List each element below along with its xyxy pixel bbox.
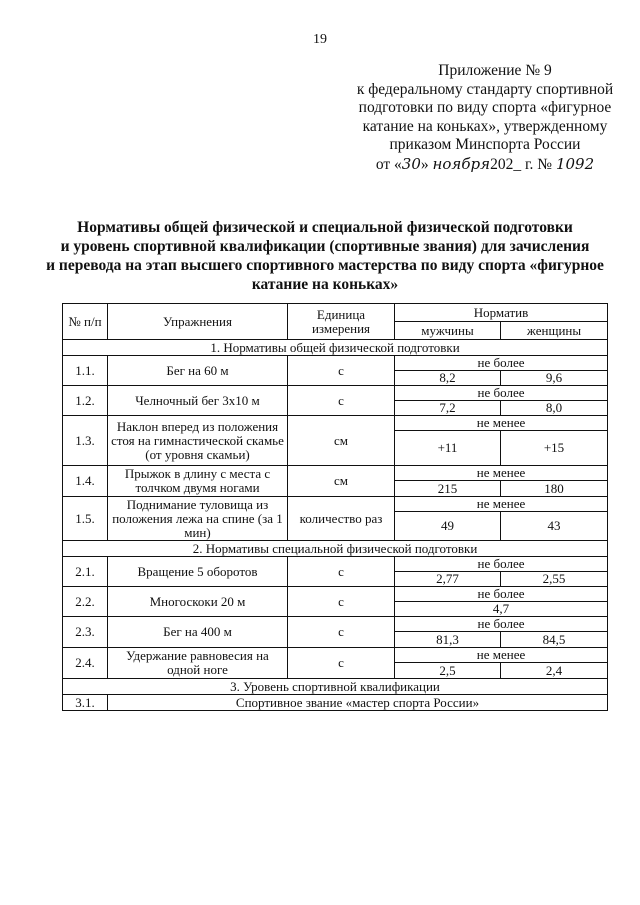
value-women: 2,55 bbox=[501, 572, 608, 587]
row-num: 1.2. bbox=[63, 386, 108, 416]
row-condition: не более bbox=[395, 386, 608, 401]
table-row bbox=[63, 648, 608, 663]
table-row bbox=[63, 497, 608, 512]
value-men: 2,77 bbox=[395, 572, 501, 587]
row-num: 1.3. bbox=[63, 416, 108, 466]
header-norm: Норматив bbox=[395, 304, 608, 322]
table-row bbox=[63, 416, 608, 431]
header-num: № п/п bbox=[63, 304, 108, 340]
table-row bbox=[63, 695, 608, 711]
date-mid: » bbox=[420, 155, 429, 173]
value-both: 4,7 bbox=[395, 602, 608, 617]
date-year: 202_ bbox=[490, 155, 522, 173]
header-men: мужчины bbox=[395, 322, 501, 340]
date-day: 30 bbox=[401, 154, 421, 173]
appendix-title: Приложение № 9 bbox=[438, 62, 552, 79]
row-unit: с bbox=[288, 648, 395, 679]
value-men: 2,5 bbox=[395, 663, 501, 679]
section-row bbox=[63, 541, 608, 557]
document-title bbox=[40, 218, 610, 294]
title-line: катание на коньках» bbox=[251, 276, 399, 293]
row-exercise: Бег на 400 м bbox=[108, 617, 288, 648]
row-unit: с bbox=[288, 386, 395, 416]
value-men: 7,2 bbox=[395, 401, 501, 416]
table-row bbox=[63, 587, 608, 602]
appendix-line: катание на коньках», утвержденному bbox=[362, 117, 608, 135]
row-condition: не более bbox=[395, 587, 608, 602]
appendix-line: к федеральному стандарту спортивной bbox=[356, 80, 614, 98]
row-exercise: Поднимание туловища из положения лежа на спине (за 1 мин) bbox=[108, 497, 288, 541]
row-exercise: Прыжок в длину с места с толчком двумя ногами bbox=[108, 466, 288, 497]
section-title: 1. Нормативы общей физической подготовки bbox=[63, 340, 608, 356]
order-number: 1092 bbox=[555, 154, 595, 173]
appendix-line: приказом Минспорта России bbox=[389, 136, 581, 154]
date-prefix: от « bbox=[375, 155, 402, 173]
header-women: женщины bbox=[501, 322, 608, 340]
table-header-row bbox=[63, 304, 608, 322]
title-line: Нормативы общей физической и специальной физической подготовки bbox=[77, 219, 573, 236]
section-title: 2. Нормативы специальной физической подготовки bbox=[63, 541, 608, 557]
value-men: 81,3 bbox=[395, 632, 501, 648]
value-men: +11 bbox=[395, 431, 501, 466]
value-men: 8,2 bbox=[395, 371, 501, 386]
table-row bbox=[63, 557, 608, 572]
row-unit: с bbox=[288, 587, 395, 617]
row-exercise: Челночный бег 3х10 м bbox=[108, 386, 288, 416]
value-women: 180 bbox=[501, 481, 608, 497]
norms-table bbox=[62, 303, 608, 711]
row-num: 2.1. bbox=[63, 557, 108, 587]
value-women: 2,4 bbox=[501, 663, 608, 679]
row-exercise: Бег на 60 м bbox=[108, 356, 288, 386]
value-men: 215 bbox=[395, 481, 501, 497]
appendix-date bbox=[340, 155, 630, 175]
row-exercise: Наклон вперед из положения стоя на гимнастической скамье (от уровня скамьи) bbox=[108, 416, 288, 466]
appendix-line: подготовки по виду спорта «фигурное bbox=[358, 99, 612, 117]
value-women: 43 bbox=[501, 512, 608, 541]
value-women: 9,6 bbox=[501, 371, 608, 386]
row-exercise: Удержание равновесия на одной ноге bbox=[108, 648, 288, 679]
section-row bbox=[63, 340, 608, 356]
row-num: 3.1. bbox=[63, 695, 108, 711]
row-text: Спортивное звание «мастер спорта России» bbox=[108, 695, 608, 711]
row-num: 1.4. bbox=[63, 466, 108, 497]
header-unit: Единица измерения bbox=[288, 304, 395, 340]
date-month: ноября bbox=[432, 154, 491, 173]
row-condition: не более bbox=[395, 557, 608, 572]
row-unit: см bbox=[288, 416, 395, 466]
row-unit: см bbox=[288, 466, 395, 497]
table-row bbox=[63, 356, 608, 371]
row-num: 2.2. bbox=[63, 587, 108, 617]
title-line: и уровень спортивной квалификации (спортивные звания) для зачисления bbox=[60, 238, 590, 255]
value-men: 49 bbox=[395, 512, 501, 541]
header-exercise: Упражнения bbox=[108, 304, 288, 340]
row-num: 2.4. bbox=[63, 648, 108, 679]
table-row bbox=[63, 386, 608, 401]
row-condition: не менее bbox=[395, 497, 608, 512]
date-suffix: г. № bbox=[521, 155, 556, 173]
row-unit: с bbox=[288, 617, 395, 648]
table-row bbox=[63, 617, 608, 632]
row-exercise: Многоскоки 20 м bbox=[108, 587, 288, 617]
row-condition: не более bbox=[395, 356, 608, 371]
row-condition: не более bbox=[395, 617, 608, 632]
table-row bbox=[63, 466, 608, 481]
page-number: 19 bbox=[313, 32, 327, 47]
value-women: +15 bbox=[501, 431, 608, 466]
row-unit: с bbox=[288, 356, 395, 386]
row-unit: с bbox=[288, 557, 395, 587]
value-women: 8,0 bbox=[501, 401, 608, 416]
row-num: 2.3. bbox=[63, 617, 108, 648]
row-num: 1.1. bbox=[63, 356, 108, 386]
row-unit: количество раз bbox=[288, 497, 395, 541]
appendix-header bbox=[340, 62, 630, 175]
title-line: и перевода на этап высшего спортивного мастерства по виду спорта «фигурное bbox=[46, 257, 604, 274]
value-women: 84,5 bbox=[501, 632, 608, 648]
row-exercise: Вращение 5 оборотов bbox=[108, 557, 288, 587]
row-condition: не менее bbox=[395, 648, 608, 663]
row-condition: не менее bbox=[395, 416, 608, 431]
row-num: 1.5. bbox=[63, 497, 108, 541]
section-row bbox=[63, 679, 608, 695]
section-title: 3. Уровень спортивной квалификации bbox=[63, 679, 608, 695]
row-condition: не менее bbox=[395, 466, 608, 481]
